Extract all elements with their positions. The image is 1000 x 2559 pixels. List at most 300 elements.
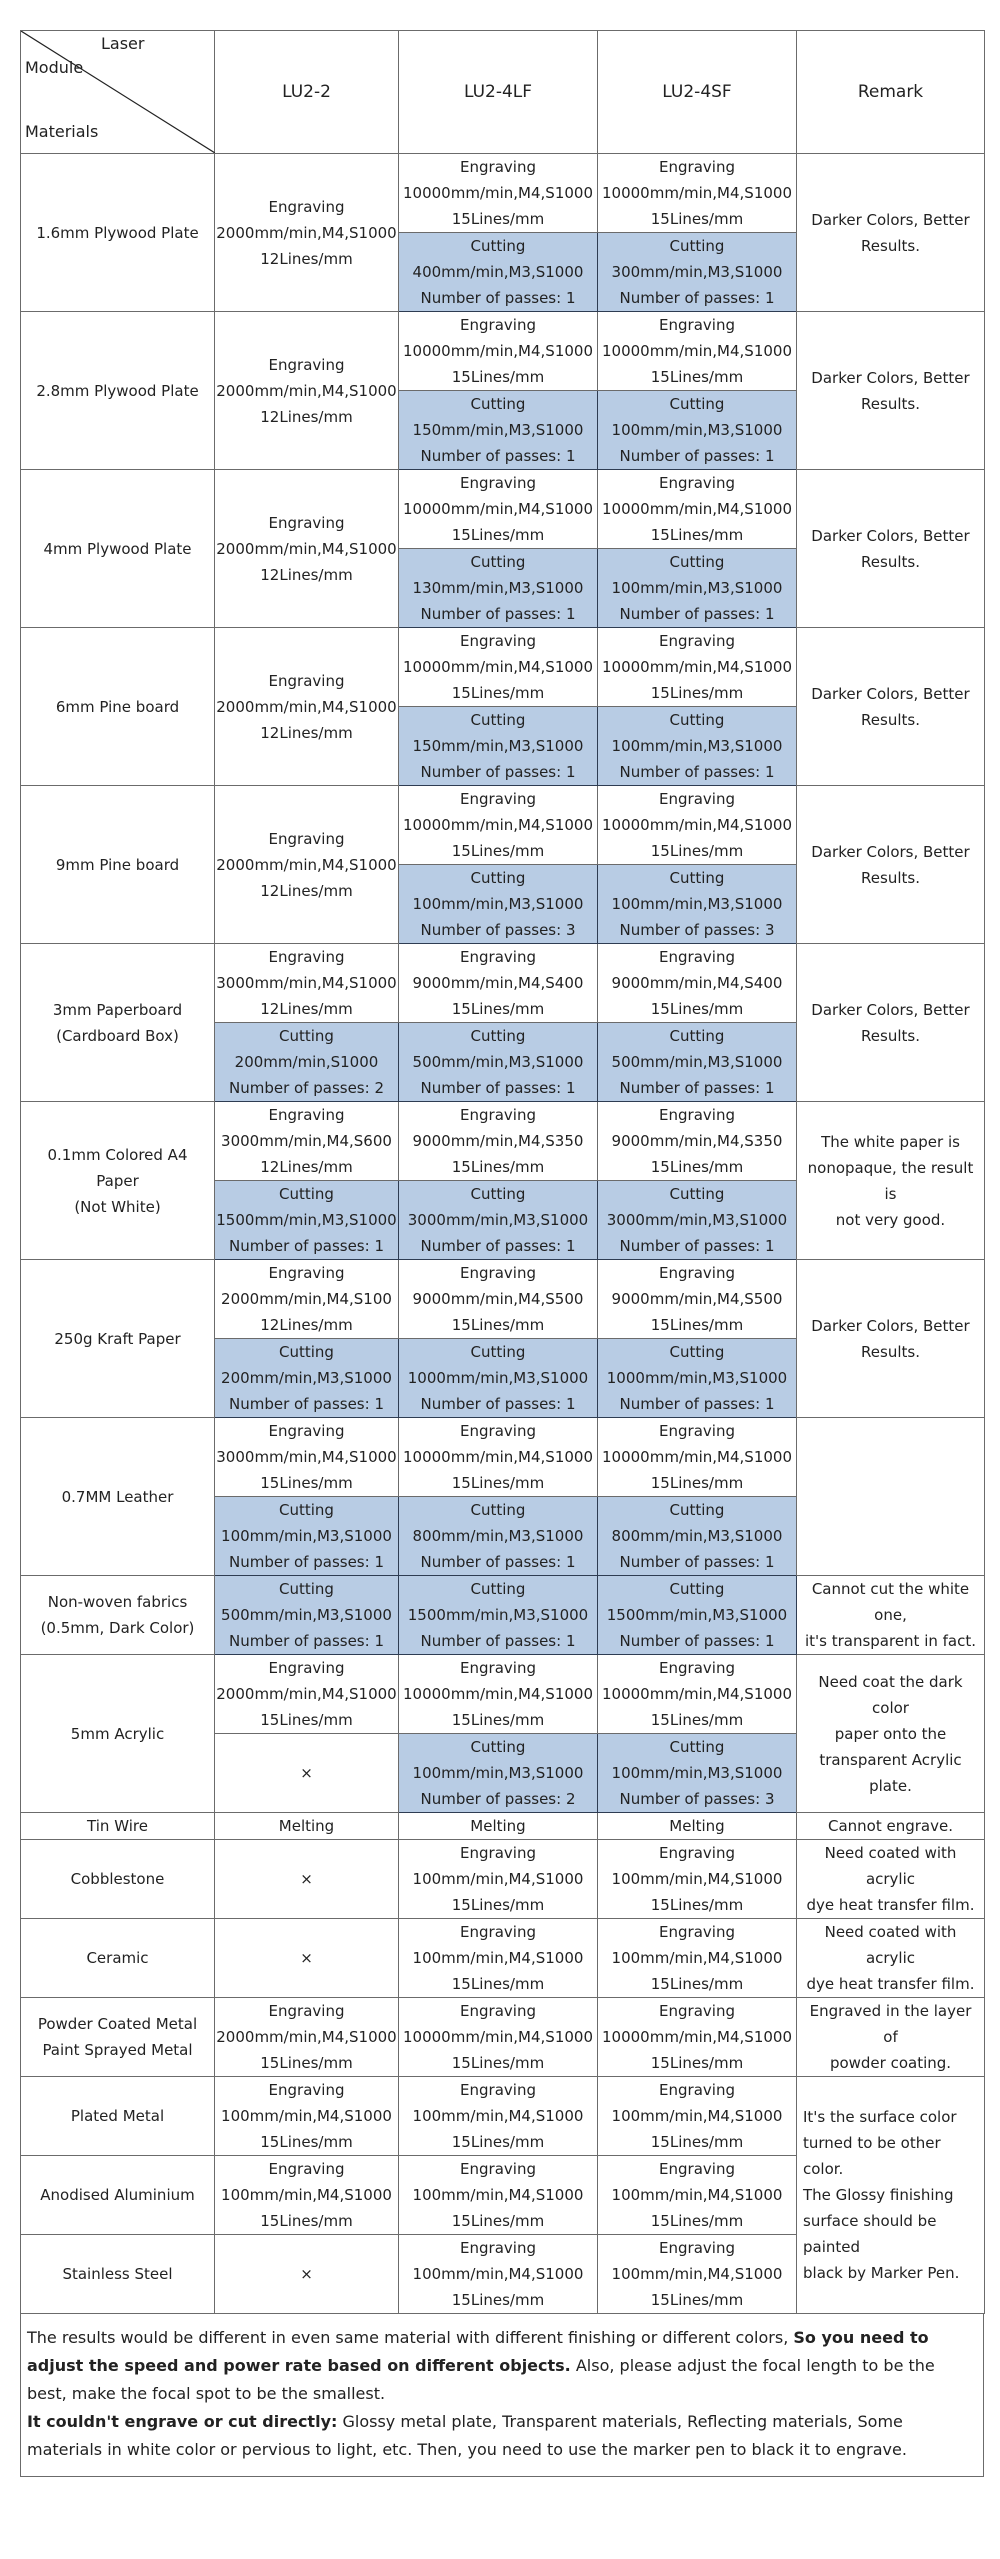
lu2-4sf-engraving-line: Engraving (659, 1264, 735, 1282)
lu2-4lf-cutting-line: Number of passes: 1 (420, 1079, 576, 1097)
lu2-4sf-engraving-line: 15Lines/mm (650, 1316, 744, 1334)
lu2-4lf-engraving-line: 9000mm/min,M4,S500 (412, 1290, 584, 1308)
lu2-2-engraving-line: Engraving (268, 948, 345, 966)
material-row (21, 1418, 985, 1497)
material-name-line: Anodised Aluminium (40, 2186, 195, 2204)
laser-parameter-table (20, 30, 985, 2314)
remark-cell-line: Need coated with acrylic (824, 1844, 957, 1888)
lu2-2-engraving-line: 15Lines/mm (260, 1711, 353, 1729)
lu2-2-cutting-line: 100mm/min,M3,S1000 (221, 1527, 392, 1545)
lu2-4lf-cutting (399, 865, 598, 944)
remark-cell-line: Darker Colors, Better (811, 842, 970, 861)
material-name (21, 1998, 215, 2077)
lu2-2-cutting-line: Number of passes: 1 (228, 1553, 384, 1571)
lu2-4lf-engraving (399, 628, 598, 707)
lu2-2-engraving-line: 100mm/min,M4,S1000 (221, 2107, 392, 2125)
lu2-4sf-engraving-line: Engraving (659, 632, 735, 650)
lu2-4lf-engraving-line: 10000mm/min,M4,S1000 (403, 2028, 593, 2046)
lu2-4lf-engraving-line: 10000mm/min,M4,S1000 (403, 1685, 593, 1703)
lu2-4sf-cutting-line: 800mm/min,M3,S1000 (611, 1527, 783, 1545)
lu2-4lf-cutting (399, 549, 598, 628)
lu2-4sf-engraving-line: 15Lines/mm (650, 2212, 744, 2230)
lu2-4lf-engraving (399, 944, 598, 1023)
lu2-4lf-engraving-line: 9000mm/min,M4,S350 (412, 1132, 584, 1150)
material-name-line: Paint Sprayed Metal (42, 2041, 193, 2059)
remark-cell (797, 470, 985, 628)
lu2-2-engraving (215, 628, 399, 786)
lu2-2-engraving (215, 2156, 399, 2235)
material-name-line: Ceramic (86, 1949, 149, 1967)
lu2-4lf-engraving-line: 15Lines/mm (451, 684, 545, 702)
remark-cell-line: not very good. (835, 1210, 946, 1229)
lu2-4lf-engraving (399, 2235, 598, 2314)
lu2-4lf-engraving-line: 10000mm/min,M4,S1000 (403, 816, 593, 834)
material-name (21, 1840, 215, 1919)
remark-cell (797, 1655, 985, 1813)
lu2-4sf-cutting (598, 1023, 797, 1102)
footer-note-2-emphasis: It couldn't engrave or cut directly: (27, 2412, 338, 2431)
lu2-2-engraving-line: 12Lines/mm (260, 1316, 353, 1334)
lu2-4sf-cutting-line: Number of passes: 1 (619, 763, 775, 781)
lu2-4lf-engraving-line: 100mm/min,M4,S1000 (412, 2265, 584, 2283)
remark-cell-line: Darker Colors, Better (811, 1000, 970, 1019)
remark-cell-line: black by Marker Pen. (803, 2264, 960, 2282)
lu2-4sf-engraving (598, 1813, 797, 1840)
lu2-4sf-engraving-line: 15Lines/mm (650, 526, 744, 544)
lu2-2-engraving (215, 786, 399, 944)
remark-cell (797, 1260, 985, 1418)
lu2-2-engraving-line: 100mm/min,M4,S1000 (221, 2186, 392, 2204)
lu2-4lf-engraving-line: Engraving (460, 948, 536, 966)
lu2-4sf-engraving-line: 10000mm/min,M4,S1000 (602, 342, 792, 360)
lu2-4lf-cutting-line: Number of passes: 1 (420, 1553, 576, 1571)
lu2-4lf-cutting-line: Number of passes: 1 (420, 289, 576, 307)
material-name-line: 2.8mm Plywood Plate (36, 381, 199, 400)
material-row (21, 1102, 985, 1181)
remark-cell (797, 786, 985, 944)
lu2-2-cutting-line: Cutting (279, 1343, 334, 1361)
remark-cell-line: surface should be painted (803, 2212, 937, 2256)
remark-cell-line: Results. (861, 1026, 920, 1045)
material-name (21, 628, 215, 786)
lu2-2-cutting-line: Number of passes: 1 (228, 1237, 384, 1255)
lu2-4lf-engraving-line: 15Lines/mm (451, 1158, 545, 1176)
material-name (21, 1813, 215, 1840)
lu2-2-engraving-line: Melting (278, 1817, 335, 1835)
remark-cell (797, 154, 985, 312)
lu2-4lf-cutting-line: Cutting (470, 1738, 526, 1756)
lu2-2-engraving (215, 1840, 399, 1919)
lu2-4sf-cutting-line: Cutting (669, 1501, 725, 1519)
lu2-4lf-cutting (399, 1734, 598, 1813)
material-name-line: 0.7MM Leather (61, 1487, 174, 1506)
lu2-4sf-cutting-line: Cutting (669, 395, 725, 413)
material-name-line: 0.1mm Colored A4 (47, 1145, 188, 1164)
lu2-2-engraving (215, 2077, 399, 2156)
lu2-4sf-engraving-line: Engraving (659, 2081, 735, 2099)
lu2-4sf-engraving-line: 15Lines/mm (650, 2054, 744, 2072)
material-name (21, 470, 215, 628)
lu2-4sf-cutting-line: 300mm/min,M3,S1000 (611, 263, 783, 281)
lu2-2-cutting-line: Cutting (279, 1580, 334, 1598)
lu2-4lf-cutting-line: Cutting (470, 1185, 526, 1203)
material-name (21, 1260, 215, 1418)
lu2-4lf-cutting-line: Cutting (470, 711, 526, 729)
lu2-4lf-engraving (399, 1840, 598, 1919)
lu2-4sf-engraving-line: 15Lines/mm (650, 1474, 744, 1492)
lu2-4sf-cutting-line: Cutting (669, 869, 725, 887)
lu2-4sf-engraving (598, 944, 797, 1023)
material-row (21, 944, 985, 1023)
remark-cell-line: nonopaque, the result is (807, 1158, 974, 1203)
material-row (21, 1655, 985, 1734)
lu2-4lf-cutting-line: Number of passes: 2 (420, 1790, 576, 1808)
lu2-4lf-engraving-line: 100mm/min,M4,S1000 (412, 2107, 584, 2125)
lu2-4sf-engraving-line: 10000mm/min,M4,S1000 (602, 184, 792, 202)
lu2-4lf-engraving (399, 1102, 598, 1181)
lu2-4sf-cutting-line: 3000mm/min,M3,S1000 (606, 1211, 788, 1229)
lu2-4lf-cutting-line: Cutting (470, 869, 526, 887)
lu2-2-engraving-line: 12Lines/mm (260, 881, 353, 900)
remark-cell (797, 1102, 985, 1260)
lu2-2-engraving-line: Engraving (268, 2002, 345, 2020)
lu2-4sf-engraving-line: 15Lines/mm (650, 1158, 744, 1176)
remark-cell (797, 2077, 985, 2314)
lu2-4sf-engraving-line: 100mm/min,M4,S1000 (611, 1870, 783, 1888)
lu2-2-cutting-line: Cutting (279, 1501, 334, 1519)
lu2-2-engraving-line: Engraving (268, 1106, 345, 1124)
footer-note-1-emphasis: So you need to adjust the speed and power rate based on different objects. (27, 2328, 929, 2375)
remark-cell (797, 1840, 985, 1919)
lu2-4lf-engraving (399, 470, 598, 549)
lu2-4sf-engraving-line: Engraving (659, 474, 735, 492)
module-label: Module (25, 58, 84, 77)
lu2-2-engraving-line: Engraving (268, 1659, 345, 1677)
lu2-4sf-engraving (598, 154, 797, 233)
lu2-4sf-cutting-line: Number of passes: 1 (619, 447, 775, 465)
lu2-4sf-engraving-line: 10000mm/min,M4,S1000 (602, 1448, 792, 1466)
lu2-4sf-engraving-line: 100mm/min,M4,S1000 (611, 2107, 783, 2125)
lu2-4lf-cutting-line: Number of passes: 1 (420, 447, 576, 465)
lu2-4lf-cutting-line: Cutting (470, 1501, 526, 1519)
lu2-4sf-cutting-line: Cutting (669, 1738, 725, 1756)
lu2-4sf-engraving-line: 15Lines/mm (650, 2291, 744, 2309)
laser-label: Laser (101, 34, 145, 53)
lu2-4sf-cutting-line: Cutting (669, 237, 725, 255)
lu2-4lf-cutting (399, 391, 598, 470)
remark-cell-line: transparent Acrylic plate. (819, 1750, 962, 1795)
lu2-4lf-engraving-line: Engraving (460, 1422, 536, 1440)
lu2-2-cutting-unavailable-line: × (300, 1764, 313, 1782)
lu2-4lf-engraving (399, 312, 598, 391)
footer-note-1-tail: Also, please adjust the focal length to be the best, make the focal spot to be the smallest. (27, 2356, 935, 2403)
lu2-4sf-cutting-line: 1000mm/min,M3,S1000 (606, 1369, 788, 1387)
lu2-4sf-cutting-line: Number of passes: 1 (619, 289, 775, 307)
lu2-4lf-engraving (399, 1998, 598, 2077)
lu2-4sf-cutting-line: Cutting (669, 1027, 725, 1045)
remark-cell (797, 1418, 985, 1576)
lu2-4sf-cutting-line: Number of passes: 1 (619, 1395, 775, 1413)
lu2-2-engraving (215, 2235, 399, 2314)
material-name (21, 2235, 215, 2314)
lu2-4lf-engraving-line: 15Lines/mm (451, 368, 545, 386)
lu2-4lf-cutting-line: Number of passes: 1 (420, 605, 576, 623)
lu2-2-cutting-line: Cutting (279, 1185, 334, 1203)
lu2-4sf-engraving-line: Melting (669, 1817, 725, 1835)
remark-cell-line: Cannot cut the white one, (811, 1580, 970, 1624)
material-name-line: Non-woven fabrics (47, 1593, 188, 1611)
lu2-4lf-engraving-line: 15Lines/mm (451, 1316, 545, 1334)
lu2-4lf-engraving-line: Engraving (460, 2081, 536, 2099)
lu2-4lf-cutting-line: 1500mm/min,M3,S1000 (407, 1606, 589, 1624)
lu2-2-engraving-line: Engraving (268, 513, 345, 532)
lu2-4lf-engraving-line: 10000mm/min,M4,S1000 (403, 500, 593, 518)
lu2-4sf-engraving-line: 9000mm/min,M4,S350 (611, 1132, 783, 1150)
lu2-4lf-engraving-line: Engraving (460, 1659, 536, 1677)
lu2-4lf-cutting-line: Number of passes: 1 (420, 1395, 576, 1413)
lu2-4lf-engraving-line: 15Lines/mm (451, 1474, 545, 1492)
remark-cell-line: Darker Colors, Better (811, 210, 970, 229)
lu2-4lf-engraving (399, 1813, 598, 1840)
remark-cell-line: Engraved in the layer of (809, 2002, 972, 2046)
lu2-4lf-cutting-line: 150mm/min,M3,S1000 (412, 737, 584, 755)
lu2-4lf-engraving-line: 15Lines/mm (451, 2133, 545, 2151)
lu2-4lf-engraving-line: 15Lines/mm (451, 210, 545, 228)
lu2-4sf-cutting-line: Number of passes: 1 (619, 1079, 775, 1097)
lu2-4lf-cutting (399, 1339, 598, 1418)
lu2-2-engraving-line: 2000mm/min,M4,S1000 (216, 1685, 397, 1703)
remark-cell-line: Results. (861, 552, 920, 571)
lu2-4sf-engraving (598, 1102, 797, 1181)
remark-cell-line: it's transparent in fact. (804, 1632, 977, 1650)
lu2-4sf-cutting (598, 1497, 797, 1576)
lu2-4lf-cutting-line: 400mm/min,M3,S1000 (412, 263, 584, 281)
lu2-2-cutting-line: Cutting (279, 1027, 334, 1045)
lu2-4sf-engraving-line: Engraving (659, 158, 735, 176)
lu2-2-engraving-line: 12Lines/mm (260, 723, 353, 742)
lu2-4sf-cutting (598, 1181, 797, 1260)
lu2-4lf-cutting-line: 3000mm/min,M3,S1000 (407, 1211, 589, 1229)
lu2-4lf-cutting-line: Cutting (470, 395, 526, 413)
remark-cell (797, 312, 985, 470)
lu2-4sf-engraving (598, 786, 797, 865)
lu2-2-cutting-line: 200mm/min,S1000 (234, 1053, 379, 1071)
lu2-2-engraving-line: Engraving (268, 829, 345, 848)
lu2-2-engraving-line: Engraving (268, 2081, 345, 2099)
remark-cell-line: Darker Colors, Better (811, 1316, 970, 1335)
lu2-4lf-engraving-line: 15Lines/mm (451, 842, 545, 860)
lu2-4lf-cutting-line: Number of passes: 3 (420, 921, 576, 939)
lu2-4lf-engraving-line: 15Lines/mm (451, 2291, 545, 2309)
lu2-2-engraving (215, 1418, 399, 1497)
material-name-line: 5mm Acrylic (70, 1724, 165, 1743)
lu2-2-engraving-line: 2000mm/min,M4,S1000 (216, 223, 397, 242)
lu2-4sf-cutting-line: 100mm/min,M3,S1000 (611, 421, 783, 439)
lu2-2-engraving-line: 12Lines/mm (260, 1158, 353, 1176)
material-name (21, 1919, 215, 1998)
lu2-2-engraving-line: 2000mm/min,M4,S1000 (216, 855, 397, 874)
lu2-4lf-cutting-line: Number of passes: 1 (420, 1632, 576, 1650)
lu2-4sf-cutting-line: Cutting (669, 1580, 725, 1598)
material-row (21, 470, 985, 549)
lu2-4lf-engraving-line: 15Lines/mm (451, 1896, 545, 1914)
lu2-4lf-cutting-line: Cutting (470, 553, 526, 571)
lu2-4lf-engraving (399, 1919, 598, 1998)
lu2-4sf-engraving-line: 100mm/min,M4,S1000 (611, 2186, 783, 2204)
lu2-2-engraving-line: 2000mm/min,M4,S1000 (216, 539, 397, 558)
lu2-4sf-engraving-line: Engraving (659, 2002, 735, 2020)
footer-note-1 (27, 2324, 977, 2408)
lu2-4lf-cutting (399, 1497, 598, 1576)
lu2-2-engraving (215, 312, 399, 470)
footer-note-2-text: Glossy metal plate, Transparent materials, Reflecting materials, Some materials in white color or pervious to light, etc. Then, you need to use the marker pen to black it to engrave. (27, 2412, 907, 2459)
lu2-2-engraving-line: 15Lines/mm (260, 1474, 353, 1492)
lu2-4lf-engraving-line: Engraving (460, 2002, 536, 2020)
lu2-4sf-cutting (598, 233, 797, 312)
remark-cell-line: Results. (861, 710, 920, 729)
lu2-4lf-engraving-line: 15Lines/mm (451, 526, 545, 544)
lu2-2-engraving (215, 1260, 399, 1339)
material-name (21, 312, 215, 470)
material-name (21, 786, 215, 944)
lu2-4sf-cutting-line: Number of passes: 1 (619, 605, 775, 623)
lu2-4sf-engraving-line: 15Lines/mm (650, 1975, 744, 1993)
lu2-4sf-engraving (598, 312, 797, 391)
lu2-4lf-cutting (399, 1023, 598, 1102)
remark-cell-line: Darker Colors, Better (811, 684, 970, 703)
lu2-4sf-engraving (598, 1840, 797, 1919)
parameter-sheet (20, 30, 984, 2477)
lu2-2-engraving (215, 1813, 399, 1840)
lu2-4lf-engraving-line: 100mm/min,M4,S1000 (412, 2186, 584, 2204)
lu2-4sf-engraving (598, 628, 797, 707)
lu2-4sf-cutting (598, 549, 797, 628)
lu2-4sf-engraving-line: 15Lines/mm (650, 368, 744, 386)
remark-cell (797, 628, 985, 786)
lu2-4lf-cutting (399, 1576, 598, 1655)
remark-cell-line: Need coated with acrylic (824, 1923, 957, 1967)
lu2-4sf-engraving-line: 100mm/min,M4,S1000 (611, 2265, 783, 2283)
material-name-line: Tin Wire (87, 1817, 148, 1835)
material-name-line: 4mm Plywood Plate (43, 539, 192, 558)
lu2-2-engraving (215, 470, 399, 628)
material-name (21, 2156, 215, 2235)
remark-cell-line: Need coat the dark color (818, 1672, 963, 1717)
lu2-4sf-cutting-line: 100mm/min,M3,S1000 (611, 579, 783, 597)
lu2-4lf-cutting-line: Cutting (470, 237, 526, 255)
lu2-2-engraving-line: 3000mm/min,M4,S1000 (216, 974, 397, 992)
lu2-4lf-engraving-line: Engraving (460, 790, 536, 808)
lu2-2-engraving-line: Engraving (268, 355, 345, 374)
lu2-4sf-engraving-line: 10000mm/min,M4,S1000 (602, 658, 792, 676)
lu2-4lf-cutting-line: Number of passes: 1 (420, 1237, 576, 1255)
lu2-4sf-engraving-line: Engraving (659, 2239, 735, 2257)
lu2-4sf-cutting-line: Cutting (669, 1185, 725, 1203)
remark-cell-line: It's the surface color (803, 2108, 957, 2126)
lu2-4sf-cutting-line: Cutting (669, 711, 725, 729)
remark-cell-line: The white paper is (821, 1132, 960, 1151)
lu2-4lf-engraving (399, 154, 598, 233)
remark-cell (797, 1998, 985, 2077)
lu2-4lf-engraving-line: 15Lines/mm (451, 2054, 545, 2072)
lu2-4sf-cutting-line: Number of passes: 3 (619, 1790, 775, 1808)
lu2-2-engraving-line: Engraving (268, 197, 345, 216)
material-name-line: (Not White) (74, 1197, 161, 1216)
lu2-2-cutting-line: Number of passes: 2 (228, 1079, 384, 1097)
lu2-2-engraving (215, 1102, 399, 1181)
remark-cell-line: powder coating. (829, 2054, 952, 2072)
remark-cell-line: Darker Colors, Better (811, 526, 970, 545)
lu2-4sf-engraving-line: 10000mm/min,M4,S1000 (602, 2028, 792, 2046)
lu2-4sf-cutting-line: Cutting (669, 553, 725, 571)
material-name (21, 2077, 215, 2156)
lu2-4lf-cutting-line: 1000mm/min,M3,S1000 (407, 1369, 589, 1387)
lu2-4sf-cutting-line: 100mm/min,M3,S1000 (611, 737, 783, 755)
lu2-4sf-engraving-line: 15Lines/mm (650, 2133, 744, 2151)
lu2-4sf-engraving-line: Engraving (659, 790, 735, 808)
lu2-4lf-cutting-line: 100mm/min,M3,S1000 (412, 1764, 584, 1782)
lu2-4lf-engraving (399, 2156, 598, 2235)
lu2-4sf-cutting-line: 100mm/min,M3,S1000 (611, 895, 783, 913)
lu2-4sf-engraving-line: 9000mm/min,M4,S400 (611, 974, 783, 992)
lu2-2-engraving-line: Engraving (268, 671, 345, 690)
lu2-4lf-engraving-line: Engraving (460, 632, 536, 650)
lu2-4sf-cutting-line: 100mm/min,M3,S1000 (611, 1764, 783, 1782)
remark-cell-line: dye heat transfer film. (806, 1975, 975, 1993)
lu2-4sf-engraving (598, 1655, 797, 1734)
remark-cell (797, 1919, 985, 1998)
remark-cell-line (801, 1484, 980, 1510)
lu2-2-engraving-line: Engraving (268, 2160, 345, 2178)
lu2-4lf-engraving-line: 15Lines/mm (451, 2212, 545, 2230)
lu2-4sf-engraving-line: Engraving (659, 1659, 735, 1677)
lu2-4sf-cutting-line: Number of passes: 1 (619, 1553, 775, 1571)
lu2-2-cutting-line: 200mm/min,M3,S1000 (221, 1369, 392, 1387)
lu2-2-cutting-line: 1500mm/min,M3,S1000 (216, 1211, 397, 1229)
lu2-4lf-engraving-line: Engraving (460, 474, 536, 492)
lu2-4sf-engraving-line: Engraving (659, 1923, 735, 1941)
lu2-4lf-cutting-line: 500mm/min,M3,S1000 (412, 1053, 584, 1071)
lu2-4lf-engraving-line: 15Lines/mm (451, 1975, 545, 1993)
footer-note-2 (27, 2408, 977, 2464)
remark-cell-line: paper onto the (834, 1724, 947, 1743)
lu2-4sf-engraving-line: 100mm/min,M4,S1000 (611, 1949, 783, 1967)
lu2-4sf-engraving-line: 15Lines/mm (650, 684, 744, 702)
lu2-4sf-engraving-line: 15Lines/mm (650, 1896, 744, 1914)
lu2-2-cutting-line: Number of passes: 1 (228, 1395, 384, 1413)
col-header-lu2-4lf: LU2-4LF (399, 31, 598, 154)
lu2-2-engraving-line: Engraving (268, 1264, 345, 1282)
lu2-4sf-engraving-line: 15Lines/mm (650, 210, 744, 228)
lu2-4lf-cutting-line: 130mm/min,M3,S1000 (412, 579, 584, 597)
material-row (21, 154, 985, 233)
lu2-4lf-engraving-line: Engraving (460, 2239, 536, 2257)
lu2-4lf-cutting-line: 150mm/min,M3,S1000 (412, 421, 584, 439)
material-name (21, 1418, 215, 1576)
lu2-4lf-engraving-line: 10000mm/min,M4,S1000 (403, 184, 593, 202)
col-header-lu2-4sf: LU2-4SF (598, 31, 797, 154)
lu2-4sf-engraving-line: 15Lines/mm (650, 842, 744, 860)
lu2-2-engraving-line: 3000mm/min,M4,S1000 (216, 1448, 397, 1466)
lu2-4sf-engraving-line: 15Lines/mm (650, 1000, 744, 1018)
lu2-4lf-engraving-line: 10000mm/min,M4,S1000 (403, 342, 593, 360)
lu2-2-cutting-unavailable (215, 1734, 399, 1813)
remark-cell-line: Darker Colors, Better (811, 368, 970, 387)
lu2-4sf-engraving-line: Engraving (659, 1106, 735, 1124)
lu2-4sf-engraving-line: 10000mm/min,M4,S1000 (602, 1685, 792, 1703)
lu2-2-engraving (215, 1998, 399, 2077)
lu2-4sf-cutting-line: 1500mm/min,M3,S1000 (606, 1606, 788, 1624)
